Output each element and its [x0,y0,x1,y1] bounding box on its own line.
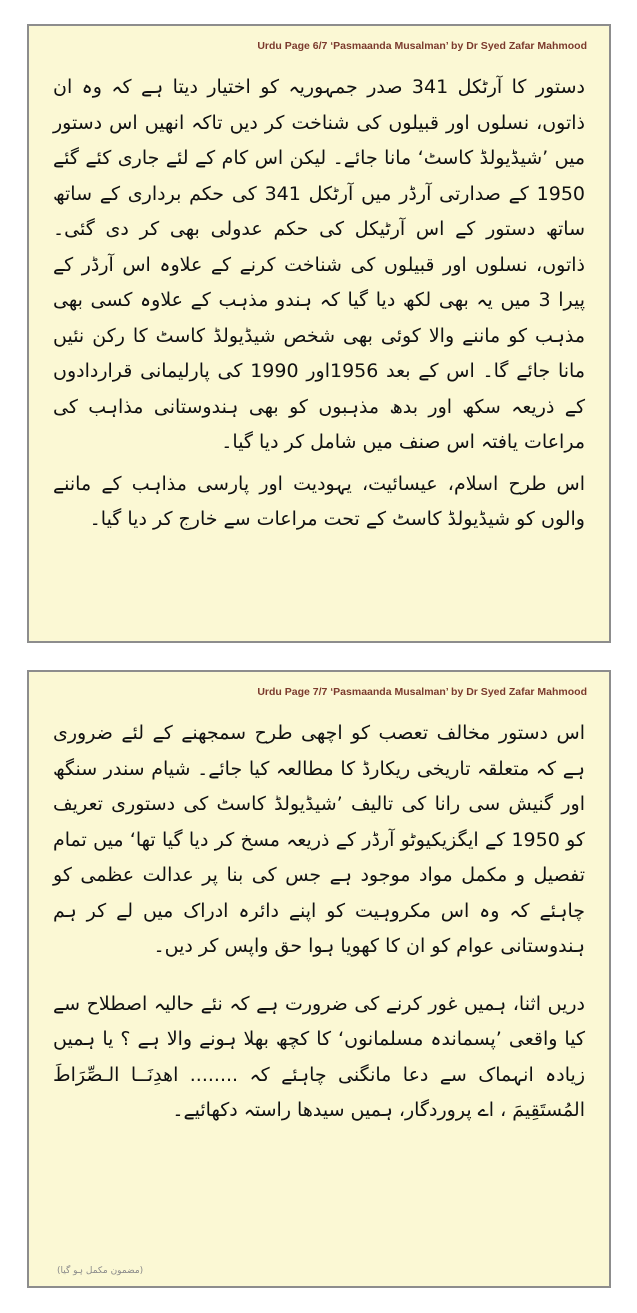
document-page-7 [27,670,611,1288]
page-body [53,716,585,1135]
page-body [53,70,585,544]
paragraph: دریں اثنا، ہمیں غور کرنے کی ضرورت ہے کہ نئے حالیہ اصطلاح سے کیا واقعی ’پسماندہ مسلمانوں‘ کا کچھ بھلا ہونے والا ہے ؟ یا ہمیں زیادہ انہماک سے دعا مانگنی چاہئے کہ ........ اھدِنَــا الـصِّرَاطَ المُستَقِيمَ ، اے پروردگار، ہمیں سیدھا راستہ دکھائیے۔ [53,992,585,1121]
paragraph: اس طرح اسلام، عیسائیت، یہودیت اور پارسی مذاہب کے ماننے والوں کو شیڈیولڈ کاسٹ کے تحت مراعات سے خارج کر دیا گیا۔ [53,472,585,530]
page-header: Urdu Page 6/7 ‘Pasmaanda Musalman’ by Dr Syed Zafar Mahmood [257,40,587,52]
article-complete-note: (مضمون مکمل ہو گیا) [57,1266,144,1276]
paragraph: دستور کا آرٹکل 341 صدر جمہوریہ کو اختیار دیتا ہے کہ وہ ان ذاتوں، نسلوں اور قبیلوں کی شناخت کر دیں تاکہ انھیں اس دستور میں ’شیڈیولڈ کاسٹ‘ مانا جائے۔ لیکن اس کام کے لئے جاری کئے گئے 1950 کے صدارتی آرڈر میں آرٹکل 341 کی حکم برداری کے ساتھ ساتھ دستور کے اس آرٹیکل کی حکم عدولی بھی کر دی گئی۔ ذاتوں، نسلوں اور قبیلوں کی شناخت کرنے کے علاوہ اس آرڈر کے پیرا 3 میں یہ بھی لکھ دیا گیا کہ ہندو مذہب کے علاوہ کسی بھی مذہب کو ماننے والا کوئی بھی شخص شیڈیولڈ کاسٹ کا رکن نئیں مانا جائے گا۔ اس کے بعد 1956اور 1990 کی پارلیمانی قراردادوں کے ذریعہ سکھ اور بدھ مذہبوں کو بھی ہندوستانی مذاہب کی مراعات یافتہ اس صنف میں شامل کر دیا گیا۔ [53,76,586,453]
paragraph: اس دستور مخالف تعصب کو اچھی طرح سمجھنے کے لئے ضروری ہے کہ متعلقہ تاریخی ریکارڈ کا مطالعہ کیا جائے۔ شیام سندر سنگھ اور گنیش سی رانا کی تالیف ’شیڈیولڈ کاسٹ کی دستوری تعریف کو 1950 کے ایگزیکیوٹو آرڈر کے ذریعہ مسخ کر دیا گیا تھا‘ میں تمام تفصیل و مکمل مواد موجود ہے جس کی بنا پر عدالت عظمی کو چاہئے کہ وہ اس مکروہیت کو اپنے دائرہ ادراک میں لے کر ہم ہندوستانی عوام کو ان کا کھویا ہوا حق واپس کر دیں۔ [53,722,585,957]
document-page-6 [27,24,611,643]
page-header: Urdu Page 7/7 ‘Pasmaanda Musalman’ by Dr Syed Zafar Mahmood [257,686,587,698]
